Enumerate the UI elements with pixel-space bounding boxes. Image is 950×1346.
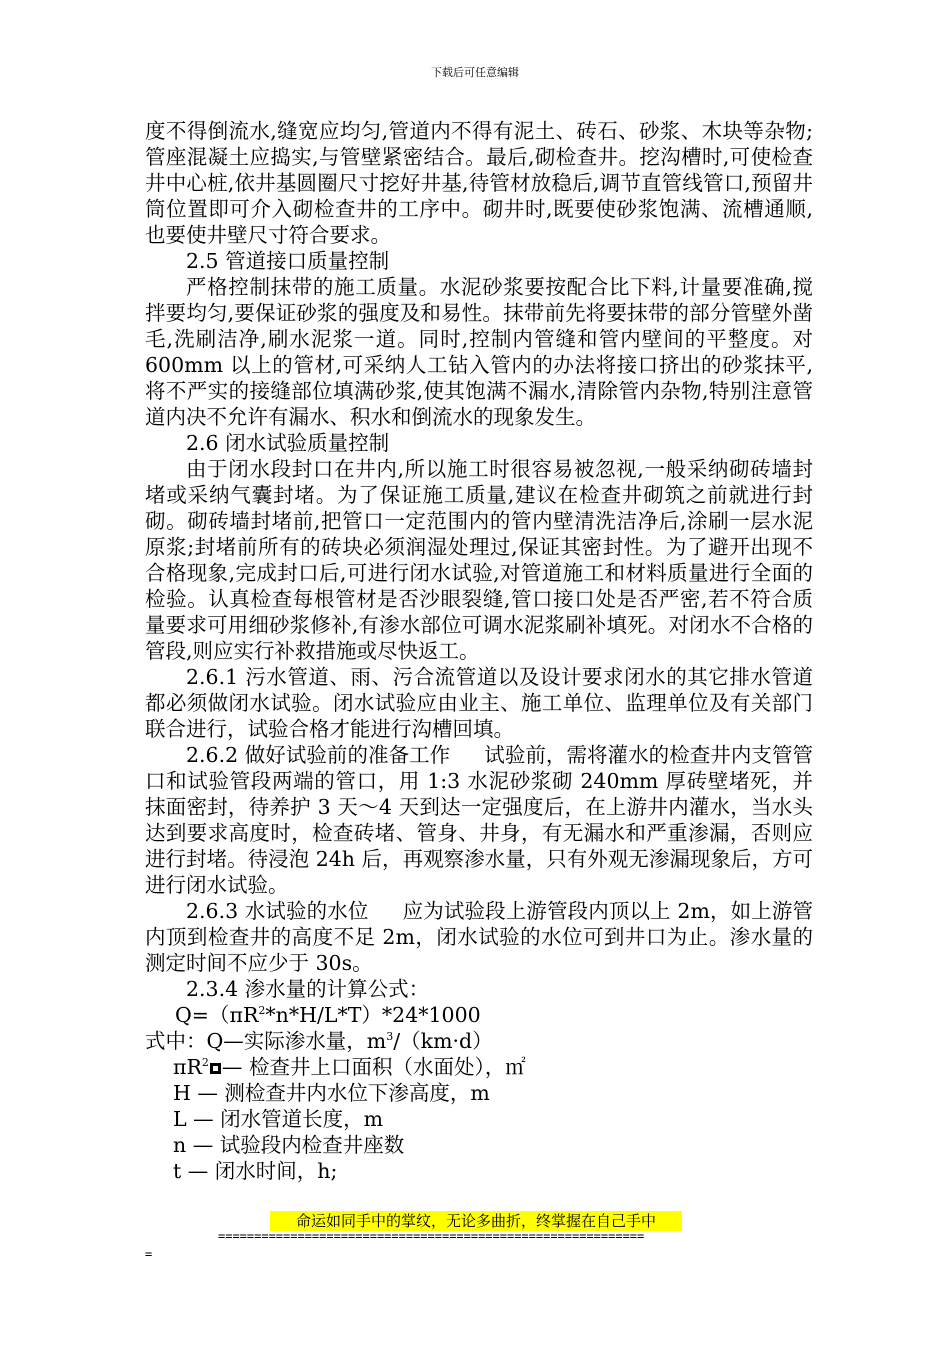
heading-2-6-3: 2.6.3 水试验的水位 <box>186 899 369 923</box>
heading-2-5: 2.5 管道接口质量控制 <box>186 249 390 273</box>
paragraph-2-6-3 <box>145 898 813 976</box>
heading-2-3-4: 2.3.4 渗水量的计算公式： <box>186 977 430 1001</box>
formula-l: L — 闭水管道长度，m <box>173 1107 384 1131</box>
paragraph-2-6-2 <box>145 742 813 898</box>
formula-pi: $\pi R^2$ — 检查井上口面积（水面处），㎡ <box>173 1055 526 1079</box>
formula-q: $Q=(\pi R^2*n*H/L*T)*24*1000$ <box>175 1003 481 1027</box>
heading-2-6: 2.6 闭水试验质量控制 <box>186 431 390 455</box>
missing-glyph-icon <box>210 1063 221 1074</box>
footer-rule-end: = <box>145 1247 153 1261</box>
formula-where: 式中：Q—实际渗水量，$m^3/(km\cdot d)$ <box>145 1029 493 1053</box>
heading-2-6-2: 2.6.2 做好试验前的准备工作 <box>186 743 451 767</box>
paragraph-pipe-laying: 度不得倒流水,缝宽应均匀,管道内不得有泥土、砖石、砂浆、木块等杂物;管座混凝土应捣实,与管壁紧密结合。最后,砌检查井。挖沟槽时,可使检查井中心桩,依井基圆圈尺寸挖好井基,待管材放稳后,调节直管线管口,预留井筒位置即可介入砌检查井的工序中。砌井时,既要使砂浆饱满、流槽通顺,也要使井壁尺寸符合要求。 <box>145 119 813 247</box>
formula-h: H — 测检查井内水位下渗高度，m <box>173 1081 490 1105</box>
formula-n: n — 试验段内检查井座数 <box>173 1133 405 1157</box>
paragraph-2-6-1: 2.6.1 污水管道、雨、污合流管道以及设计要求闭水的其它排水管道都必须做闭水试验。闭水试验应由业主、施工单位、监理单位及有关部门联合进行，试验合格才能进行沟槽回填。 <box>145 665 813 741</box>
formula-t: t — 闭水时间，h; <box>173 1159 338 1183</box>
text-2-6-2: 试验前，需将灌水的检查井内支管管口和试验管段两端的管口，用 1:3 水泥砂浆砌 240mm 厚砖壁堵死，并抹面密封，待养护 3 天～4 天到达一定强度后，在上游井内灌水，当水头达到要求高度时，检查砖堵、管身、井身，有无漏水和严重渗漏，否则应进行封堵。待浸泡 24h 后，再观察渗水量，只有外观无渗漏现象后，方可进行闭水试验。 <box>145 743 813 897</box>
footer-motto: 命运如同手中的掌纹，无论多曲折，终掌握在自己手中 <box>270 1211 682 1231</box>
page-header: 下载后可任意编辑 <box>431 66 519 79</box>
text-2-6-3: 应为试验段上游管段内顶以上 2m，如上游管内顶到检查井的高度不足 2m，闭水试验的水位可到井口为止。渗水量的测定时间不应少于 30s。 <box>145 899 813 975</box>
footer-rule: =========================================================== <box>218 1229 645 1243</box>
paragraph-joint-quality: 严格控制抹带的施工质量。水泥砂浆要按配合比下料,计量要准确,搅拌要均匀,要保证砂浆的强度及和易性。抹带前先将要抹带的部分管壁外凿毛,洗刷洁净,刷水泥浆一道。同时,控制内管缝和管内壁间的平整度。对 600mm 以上的管材,可采纳人工钻入管内的办法将接口挤出的砂浆抹平,将不严实的接缝部位填满砂浆,使其饱满不漏水,清除管内杂物,特别注意管道内决不允许有漏水、积水和倒流水的现象发生。 <box>145 275 813 429</box>
paragraph-closed-water-test: 由于闭水段封口在井内,所以施工时很容易被忽视,一般采纳砌砖墙封堵或采纳气囊封堵。为了保证施工质量,建议在检查井砌筑之前就进行封砌。砌砖墙封堵前,把管口一定范围内的管内壁清洗洁净后,涂刷一层水泥原浆;封堵前所有的砖块必须润湿处理过,保证其密封性。为了避开出现不合格现象,完成封口后,可进行闭水试验,对管道施工和材料质量进行全面的检验。认真检查每根管材是否沙眼裂缝,管口接口处是否严密,若不符合质量要求可用细砂浆修补,有渗水部位可调水泥浆刷补填死。对闭水不合格的管段,则应实行补救措施或尽快返工。 <box>145 457 813 663</box>
document-body <box>145 118 813 1184</box>
